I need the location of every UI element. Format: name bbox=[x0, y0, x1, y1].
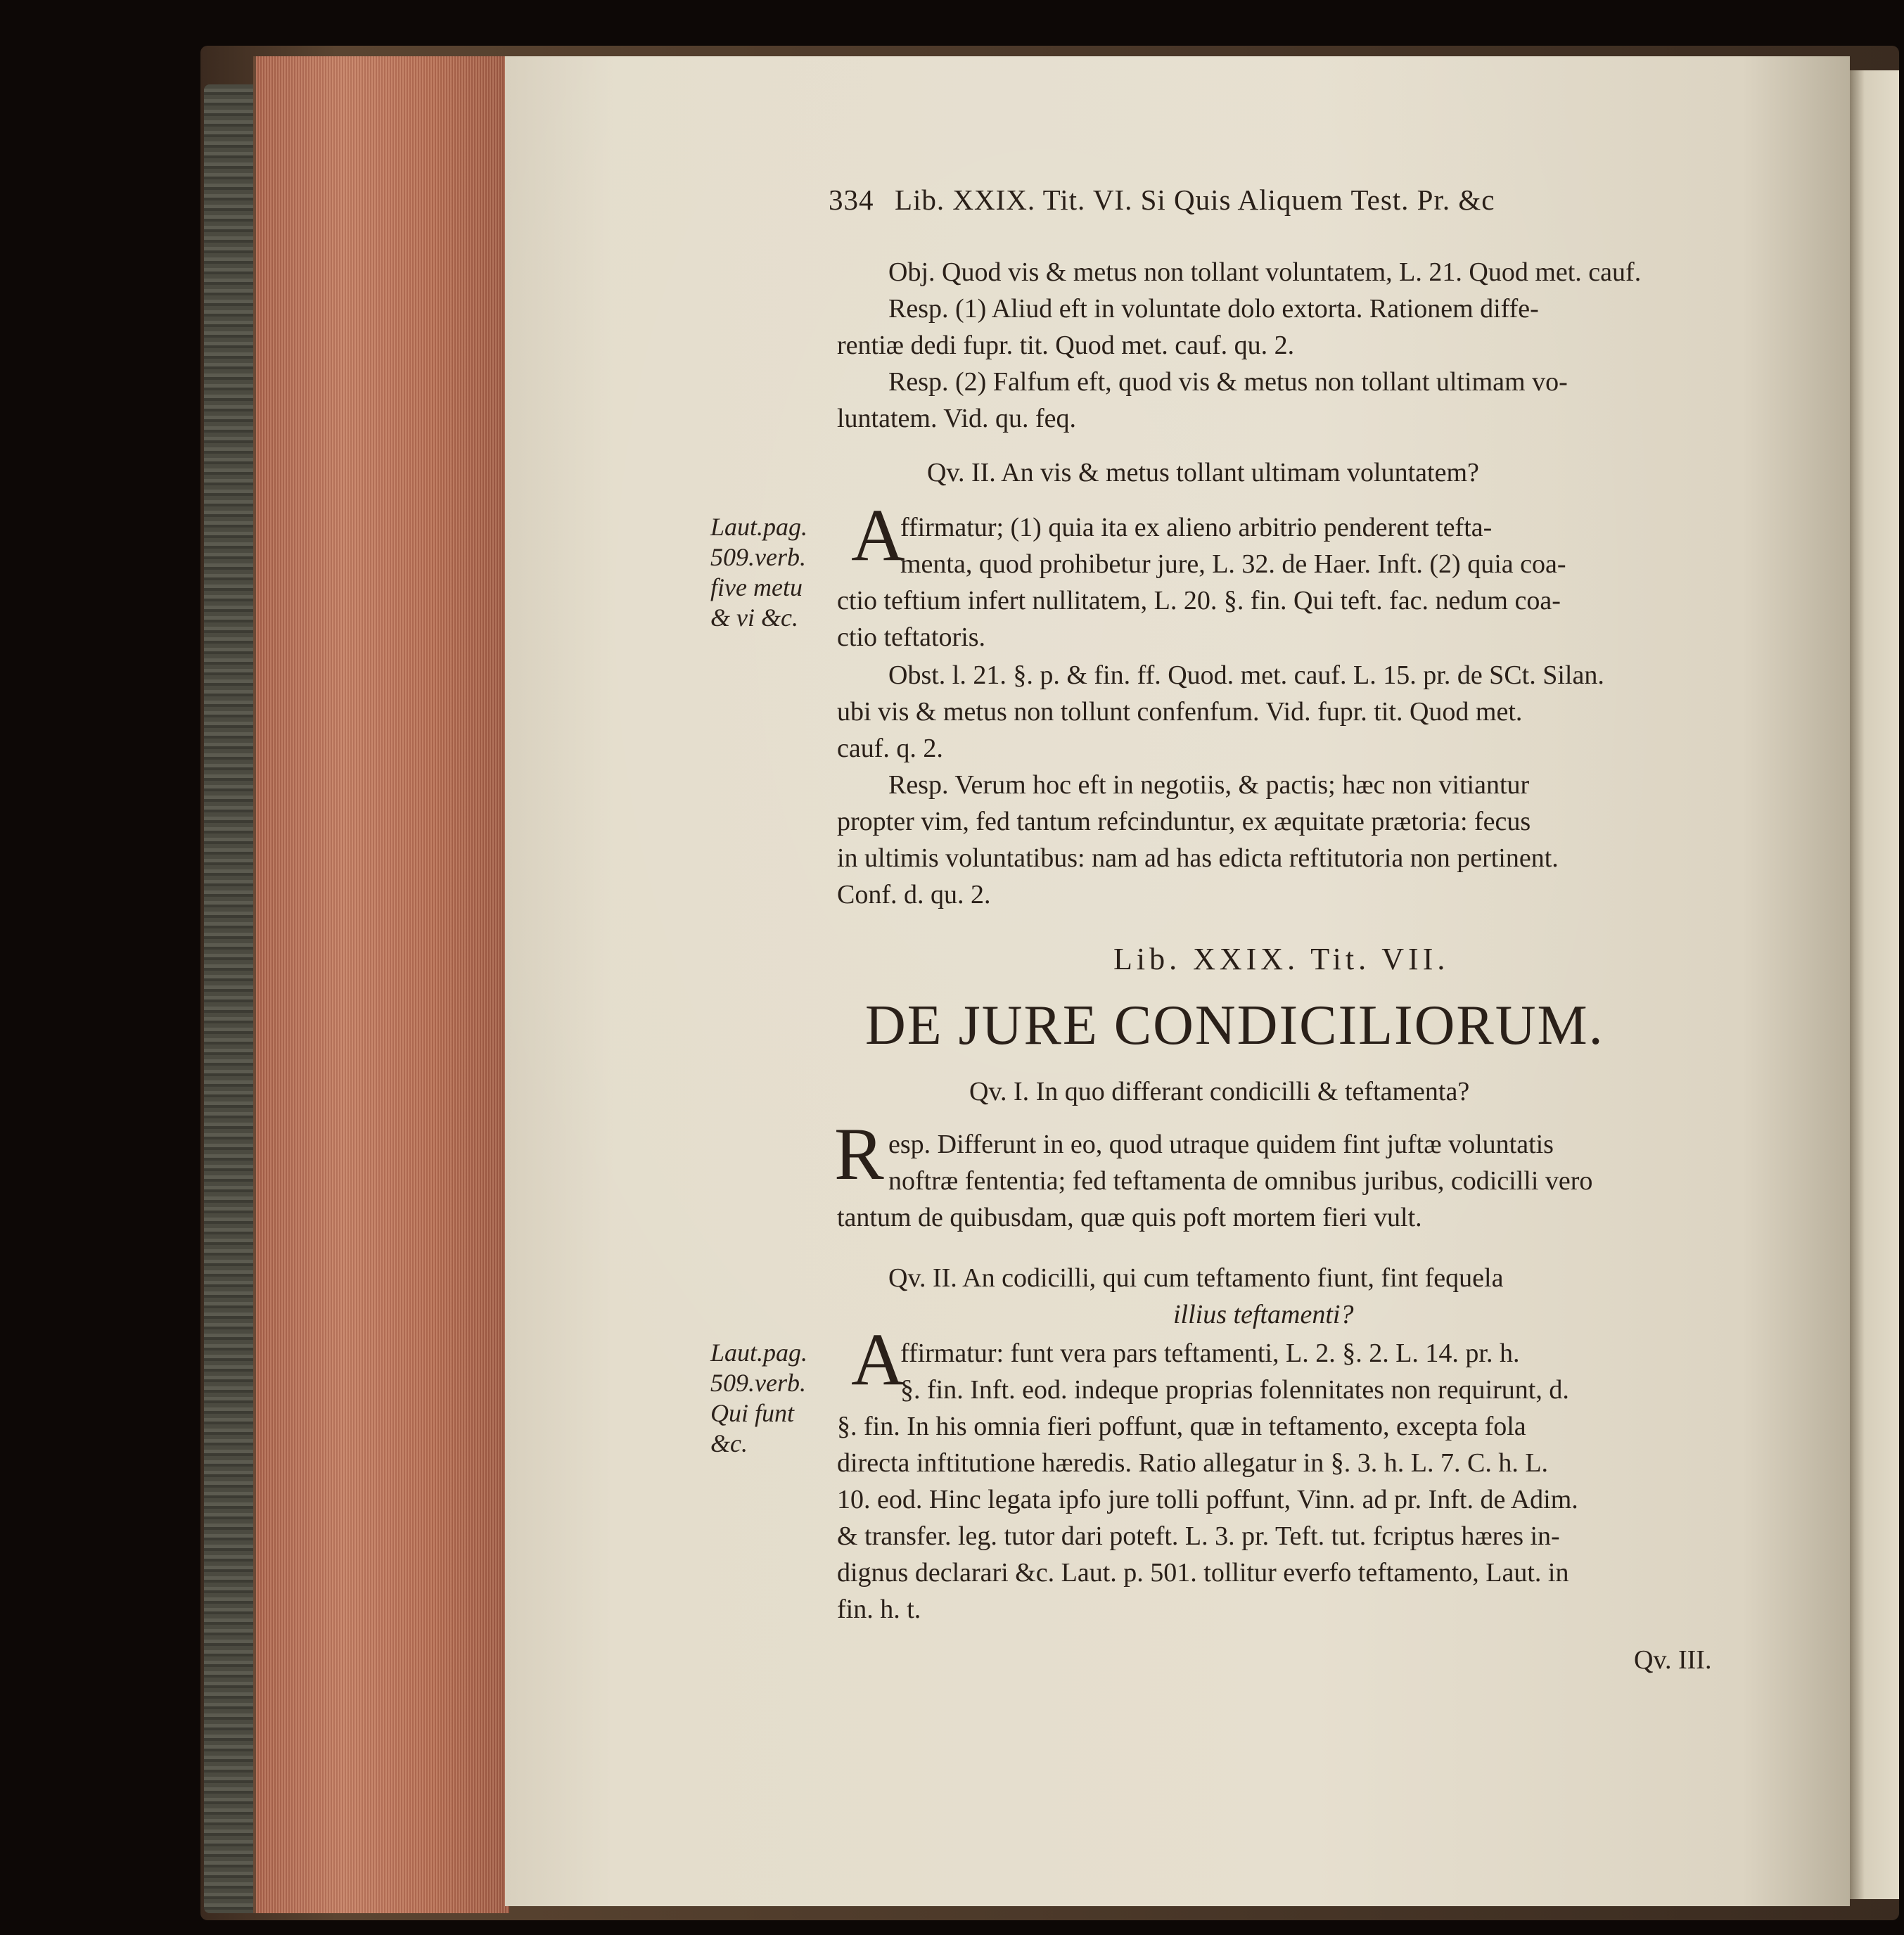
page-number: 334 bbox=[829, 184, 874, 216]
question-heading: Qv. II. An vis & metus tollant ultimam voluntatem? bbox=[927, 458, 1479, 487]
text-line: propter vim, fed tantum refcinduntur, ex æquitate prætoria: fecus bbox=[837, 807, 1531, 836]
text-line: & transfer. leg. tutor dari poteft. L. 3. pr. Teft. tut. fcriptus hæres in- bbox=[837, 1521, 1560, 1551]
drop-cap: A bbox=[851, 494, 905, 576]
margin-line: 509.verb. bbox=[710, 543, 806, 571]
drop-cap: R bbox=[834, 1113, 884, 1195]
text-line: Resp. Verum hoc eft in negotiis, & pactis; hæc non vitiantur bbox=[888, 770, 1530, 800]
margin-line: &c. bbox=[710, 1429, 748, 1457]
facing-page-edge bbox=[1850, 70, 1899, 1899]
drop-cap: A bbox=[851, 1318, 905, 1400]
running-title: Lib. XXIX. Tit. VI. Si Quis Aliquem Test. Pr. &c bbox=[895, 184, 1495, 216]
text-line: rentiæ dedi fupr. tit. Quod met. cauf. qu. 2. bbox=[837, 331, 1295, 360]
question-heading: illius teftamenti? bbox=[1173, 1300, 1354, 1329]
margin-line: Laut.pag. bbox=[710, 1339, 808, 1367]
text-line: tantum de quibusdam, quæ quis poft mortem fieri vult. bbox=[837, 1203, 1422, 1232]
question-heading: Qv. I. In quo differant condicilli & teftamenta? bbox=[969, 1077, 1470, 1106]
text-line: luntatem. Vid. qu. feq. bbox=[837, 404, 1077, 433]
section-heading: Lib. XXIX. Tit. VII. bbox=[1113, 942, 1450, 976]
chapter-title: DE JURE CONDICILIORUM. bbox=[865, 995, 1604, 1056]
text-line: Resp. (1) Aliud eft in voluntate dolo extorta. Rationem diffe- bbox=[888, 294, 1539, 324]
text-line: directa inftitutione hæredis. Ratio allegatur in §. 3. h. L. 7. C. h. L. bbox=[837, 1448, 1549, 1478]
text-line: Obj. Quod vis & metus non tollant voluntatem, L. 21. Quod met. cauf. bbox=[888, 257, 1642, 287]
question-heading: Qv. II. An codicilli, qui cum teftamento fiunt, fint fequela bbox=[888, 1263, 1504, 1293]
margin-line: & vi &c. bbox=[710, 604, 798, 632]
text-line: ffirmatur; (1) quia ita ex alieno arbitrio penderent tefta- bbox=[900, 513, 1493, 542]
text-line: cauf. q. 2. bbox=[837, 734, 943, 763]
text-line: esp. Differunt in eo, quod utraque quidem fint juftæ voluntatis bbox=[888, 1130, 1554, 1159]
text-line: §. fin. In his omnia fieri poffunt, quæ in teftamento, excepta fola bbox=[837, 1412, 1526, 1441]
text-line: noftræ fententia; fed teftamenta de omnibus juribus, codicilli vero bbox=[888, 1166, 1593, 1196]
margin-note bbox=[710, 512, 807, 633]
margin-line: 509.verb. bbox=[710, 1369, 806, 1397]
text-line: §. fin. Inft. eod. indeque proprias folennitates non requirunt, d. bbox=[900, 1375, 1569, 1405]
text-line: ubi vis & metus non tollunt confenfum. Vid. fupr. tit. Quod met. bbox=[837, 697, 1523, 727]
margin-line: five metu bbox=[710, 573, 803, 601]
text-line: 10. eod. Hinc legata ipfo jure tolli poffunt, Vinn. ad pr. Inft. de Adim. bbox=[837, 1485, 1578, 1514]
text-line: Conf. d. qu. 2. bbox=[837, 880, 991, 909]
text-line: Obst. l. 21. §. p. & fin. ff. Quod. met. cauf. L. 15. pr. de SCt. Silan. bbox=[888, 660, 1604, 690]
book-spine bbox=[204, 84, 260, 1913]
text-line: Resp. (2) Falfum eft, quod vis & metus non tollant ultimam vo- bbox=[888, 367, 1568, 397]
margin-note bbox=[710, 1338, 807, 1459]
page-header bbox=[829, 184, 1495, 217]
page-edges bbox=[253, 56, 509, 1913]
margin-line: Laut.pag. bbox=[710, 513, 808, 541]
text-line: menta, quod prohibetur jure, L. 32. de Haer. Inft. (2) quia coa- bbox=[900, 549, 1566, 579]
text-line: ctio teftium infert nullitatem, L. 20. §. fin. Qui teft. fac. nedum coa- bbox=[837, 586, 1561, 615]
catchword: Qv. III. bbox=[1634, 1645, 1712, 1675]
text-line: ctio teftatoris. bbox=[837, 622, 986, 652]
text-line: ffirmatur: funt vera pars teftamenti, L. 2. §. 2. L. 14. pr. h. bbox=[900, 1339, 1520, 1368]
text-line: fin. h. t. bbox=[837, 1595, 921, 1624]
text-line: in ultimis voluntatibus: nam ad has edicta reftitutoria non pertinent. bbox=[837, 843, 1559, 873]
book-page bbox=[505, 56, 1850, 1906]
text-line: dignus declarari &c. Laut. p. 501. tollitur everfo teftamento, Laut. in bbox=[837, 1558, 1569, 1588]
margin-line: Qui funt bbox=[710, 1399, 795, 1427]
